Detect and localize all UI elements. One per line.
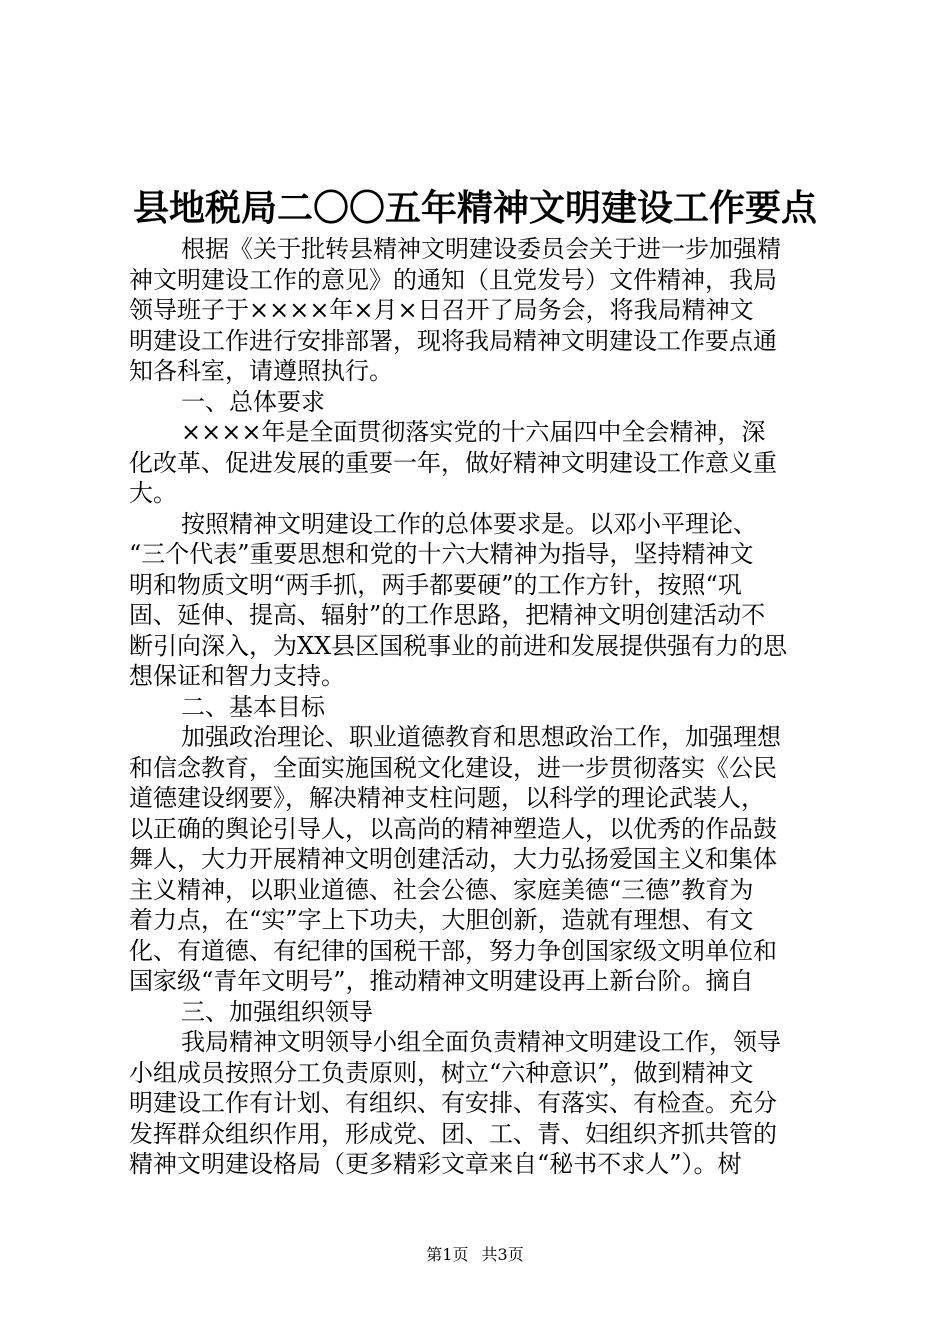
body-line: “三个代表”重要思想和党的十六大精神为指导，坚持精神文 [129,540,754,568]
document-title: 县地税局二〇〇五年精神文明建设工作要点 [132,187,817,229]
body-line: 化改革、促进发展的重要一年，做好精神文明建设工作意义重 [129,448,777,477]
body-line: 根据《关于批转县精神文明建设委员会关于进一步加强精 [181,235,781,263]
body-line: 加强政治理论、职业道德教育和思想政治工作，加强理想 [181,723,781,751]
body-line: 化、有道德、有纪律的国税干部，努力争创国家级文明单位和 [129,936,777,965]
body-line: 断引向深入，为XX县区国税事业的前进和发展提供强有力的思 [129,631,788,660]
body-line: 小组成员按照分工负责原则，树立“六种意识”，做到精神文 [129,1058,754,1087]
body-line: 道德建设纲要》，解决精神支柱问题，以科学的理论武装人， [129,784,765,812]
body-line: 明和物质文明“两手抓，两手都要硬”的工作方针，按照“巩 [129,570,742,599]
body-line: 三、加强组织领导 [181,997,373,1026]
body-line: 二、基本目标 [181,692,325,721]
body-line: 大。 [129,479,177,507]
body-line: 精神文明建设格局（更多精彩文章来自“秘书不求人”）。树 [129,1150,742,1178]
body-line: 舞人，大力开展精神文明创建活动，大力弘扬爱国主义和集体 [129,845,777,873]
body-line: 固、延伸、提高、辐射”的工作思路，把精神文明创建活动不 [129,601,766,629]
body-line: 明建设工作有计划、有组织、有安排、有落实、有检查。充分 [129,1089,777,1117]
body-line: 按照精神文明建设工作的总体要求是。以邓小平理论、 [181,509,757,538]
body-line: 我局精神文明领导小组全面负责精神文明建设工作，领导 [181,1028,781,1056]
body-line: 神文明建设工作的意见》的通知（且党发号）文件精神，我局 [129,265,777,294]
body-line: 发挥群众组织作用，形成党、团、工、青、妇组织齐抓共管的 [129,1119,777,1148]
body-line: 明建设工作进行安排部署，现将我局精神文明建设工作要点通 [129,326,777,355]
body-line: 想保证和智力支持。 [129,662,345,690]
page-footer [0,1244,950,1266]
body-line: 主义精神，以职业道德、社会公德、家庭美德“三德”教育为 [129,875,754,904]
body-line: ××××年是全面贯彻落实党的十六届四中全会精神，深 [181,418,766,446]
body-line: 着力点，在“实”字上下功夫，大胆创新，造就有理想、有文 [129,906,754,934]
body-line: 以正确的舆论引导人，以高尚的精神塑造人，以优秀的作品鼓 [129,814,777,843]
document-body [129,234,829,1180]
body-line: 和信念教育，全面实施国税文化建设，进一步贯彻落实《公民 [129,753,777,782]
body-line: 领导班子于××××年×月×日召开了局务会，将我局精神文 [129,296,754,324]
body-line: 知各科室，请遵照执行。 [129,357,393,385]
page-total: 共3页 [481,1245,524,1264]
body-line: 国家级“青年文明号”，推动精神文明建设再上新台阶。摘自 [129,967,754,995]
body-line: 一、总体要求 [181,387,325,416]
page-number: 第1页 [426,1245,469,1264]
